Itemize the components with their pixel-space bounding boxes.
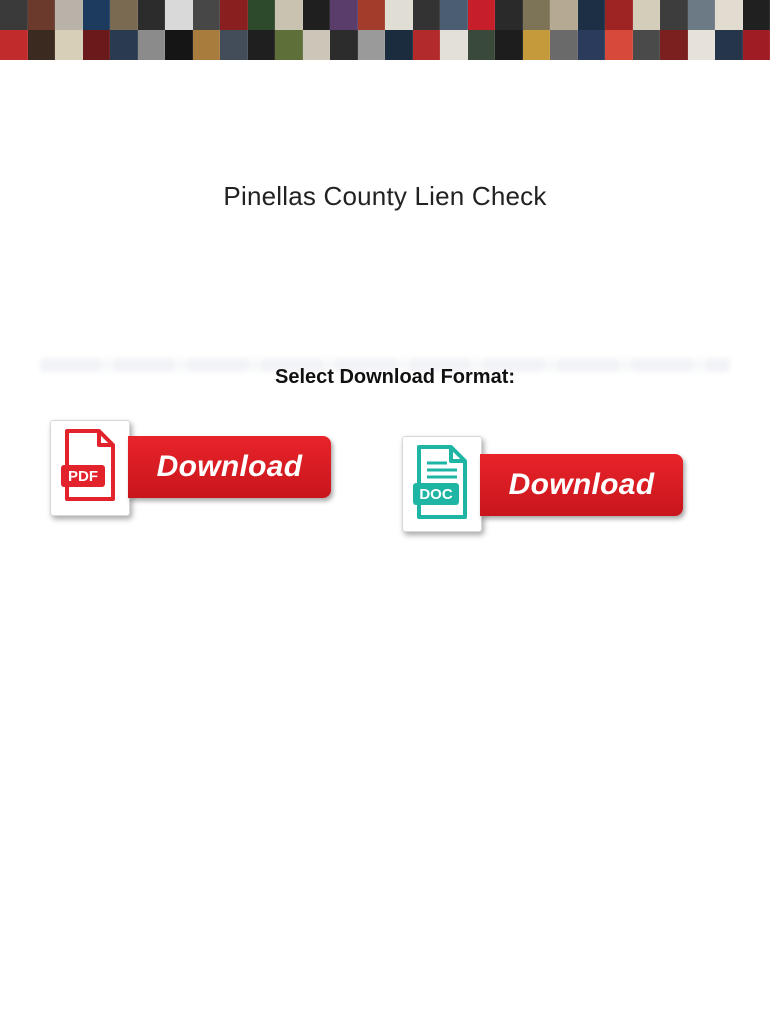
cover-thumbnail xyxy=(193,30,221,60)
cover-thumbnail xyxy=(83,30,111,60)
cover-thumbnail xyxy=(138,0,166,30)
pdf-download-button[interactable] xyxy=(50,420,332,517)
cover-thumbnail xyxy=(495,30,523,60)
cover-thumbnail xyxy=(688,0,716,30)
cover-thumbnail xyxy=(55,30,83,60)
cover-thumbnail xyxy=(220,30,248,60)
cover-thumbnail xyxy=(110,30,138,60)
cover-thumbnail xyxy=(330,30,358,60)
page-title: Pinellas County Lien Check xyxy=(223,181,547,211)
cover-thumbnail xyxy=(660,0,688,30)
cover-thumbnail xyxy=(165,30,193,60)
pdf-file-icon xyxy=(50,420,130,516)
cover-thumbnail xyxy=(138,30,166,60)
cover-thumbnail xyxy=(28,0,56,30)
cover-thumbnail xyxy=(248,30,276,60)
doc-download-label[interactable]: Download xyxy=(480,454,683,516)
cover-thumbnail xyxy=(743,30,770,60)
cover-thumbnail xyxy=(550,30,578,60)
cover-thumbnail xyxy=(715,30,743,60)
cover-thumbnail xyxy=(578,30,606,60)
cover-thumbnail xyxy=(0,30,28,60)
cover-thumbnail xyxy=(550,0,578,30)
cover-thumbnail xyxy=(303,30,331,60)
cover-thumbnail xyxy=(743,0,770,30)
cover-thumbnail xyxy=(110,0,138,30)
cover-thumbnail xyxy=(220,0,248,30)
cover-thumbnail xyxy=(385,30,413,60)
cover-thumbnail xyxy=(440,0,468,30)
cover-thumbnail xyxy=(248,0,276,30)
cover-thumbnail xyxy=(660,30,688,60)
cover-thumbnail xyxy=(413,30,441,60)
cover-thumbnail xyxy=(633,0,661,30)
cover-thumbnail xyxy=(193,0,221,30)
cover-thumbnail xyxy=(715,0,743,30)
cover-thumbnail xyxy=(165,0,193,30)
cover-thumbnail xyxy=(578,0,606,30)
cover-thumbnail xyxy=(330,0,358,30)
cover-thumbnail xyxy=(523,0,551,30)
select-format-label: Select Download Format: xyxy=(274,366,516,388)
cover-thumbnail xyxy=(495,0,523,30)
cover-thumbnail xyxy=(523,30,551,60)
pdf-download-label[interactable]: Download xyxy=(128,436,331,498)
cover-thumbnail xyxy=(468,0,496,30)
doc-file-label: DOC xyxy=(419,486,453,503)
doc-file-icon xyxy=(402,436,482,532)
cover-thumbnail xyxy=(0,0,28,30)
pdf-file-label: PDF xyxy=(68,468,98,485)
cover-thumbnail xyxy=(688,30,716,60)
cover-thumbnail xyxy=(440,30,468,60)
cover-thumbnail xyxy=(83,0,111,30)
doc-download-button[interactable] xyxy=(402,436,684,529)
cover-thumbnail xyxy=(303,0,331,30)
cover-collage-banner xyxy=(0,0,770,60)
cover-thumbnail xyxy=(275,0,303,30)
cover-thumbnail xyxy=(28,30,56,60)
cover-thumbnail xyxy=(385,0,413,30)
cover-thumbnail xyxy=(275,30,303,60)
cover-thumbnail xyxy=(605,0,633,30)
cover-thumbnail xyxy=(55,0,83,30)
cover-thumbnail xyxy=(468,30,496,60)
cover-thumbnail xyxy=(633,30,661,60)
cover-thumbnail xyxy=(358,0,386,30)
cover-thumbnail xyxy=(358,30,386,60)
cover-thumbnail xyxy=(605,30,633,60)
cover-thumbnail xyxy=(413,0,441,30)
